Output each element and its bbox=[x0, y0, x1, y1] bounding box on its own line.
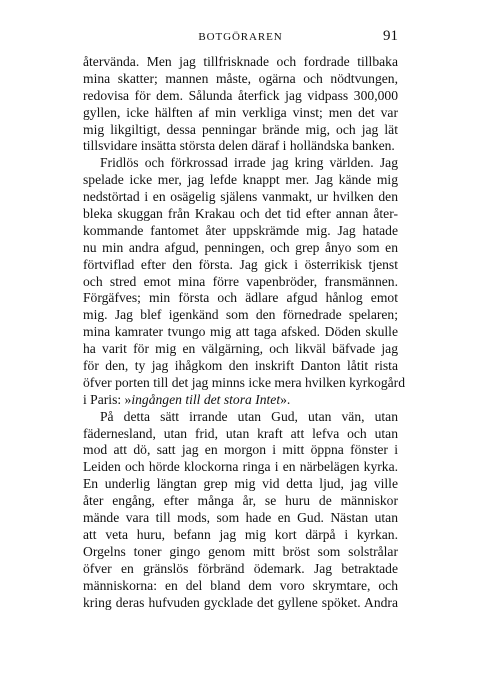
text-line: mina skatter; mannen måste, ogärna och nödtvungen, bbox=[83, 70, 398, 86]
text-line: människorna: en del bland dem voro skrymtare, och bbox=[83, 577, 398, 593]
text-line: mod att dö, satt jag en morgon i mitt öppna fönster i bbox=[83, 442, 398, 458]
text-line: och stred emot mina förre vapenbröder, fransmännen. bbox=[83, 273, 398, 289]
text-line: fädernesland, utan frid, utan kraft att lefva och utan bbox=[83, 425, 398, 441]
text-line: Fridlös och förkrossad irrade jag kring världen. Jag bbox=[100, 155, 398, 171]
text-line: kommande fantomet åter uppskrämde mig. Jag hatade bbox=[83, 222, 398, 238]
text-line: mina kamrater tvungo mig att taga afsked. Döden skulle bbox=[83, 324, 398, 340]
text-line: mig. Jag blef igenkänd som den förnedrade spelaren; bbox=[83, 307, 398, 323]
text-line: gyllen, icke hälften af min verkliga vinst; men det var bbox=[83, 104, 398, 120]
text-line: för den, ty jag ihågkom den inskrift Danton låtit rista bbox=[83, 358, 398, 374]
page-header bbox=[83, 29, 398, 47]
text-line: bleka skuggan från Krakau och det tid efter annan åter- bbox=[83, 206, 398, 222]
body-text bbox=[83, 54, 406, 611]
text-line: nu min andra afgud, penningen, och grep ånyo som en bbox=[83, 239, 398, 255]
text-line: Leiden och hörde klockorna ringa i en närbelägen kyrka. bbox=[83, 459, 398, 475]
text-line: förtviflad efter den första. Jag gick i österrikisk tjenst bbox=[83, 256, 398, 272]
text-line: Orgelns toner gingo genom mitt bröst som solstrålar bbox=[83, 543, 398, 559]
text-line: åter engång, efter många år, se huru de människor bbox=[83, 493, 398, 509]
text-line: ha varit för mig en välgärning, och likväl bäfvade jag bbox=[83, 341, 398, 357]
text-line: På detta sätt irrande utan Gud, utan vän, utan bbox=[100, 408, 398, 424]
text-line: mände vara till mods, som hade en Gud. Nästan utan bbox=[83, 510, 398, 526]
text-line: En underlig längtan grep mig vid detta ljud, jag ville bbox=[83, 476, 398, 492]
text-line: Förgäfves; min första och ädlare afgud hånlog emot bbox=[83, 290, 398, 306]
text-line: att veta huru, befann jag mig kort därpå i kyrkan. bbox=[83, 526, 398, 542]
text-line: redovisa för dem. Sålunda återfick jag vidpass 300,000 bbox=[83, 87, 398, 103]
text-line: återvända. Men jag tillfrisknade och fordrade tillbaka bbox=[83, 54, 398, 69]
running-head: BOTGÖRAREN bbox=[198, 31, 283, 43]
text-line: nedstörtad i en osägelig själens vanmakt, ur hvilken den bbox=[83, 189, 398, 205]
text-line: öfver en gränslös förbränd ödemark. Jag betraktade bbox=[83, 560, 398, 576]
text-line: tillsvidare insätta största delen däraf i holländska banken. bbox=[83, 138, 395, 154]
page-number: 91 bbox=[383, 28, 398, 44]
text-line: i Paris: »ingången till det stora Intet». bbox=[83, 391, 291, 407]
text-line: mig likgiltigt, dessa penningar brände mig, och jag lät bbox=[83, 121, 398, 137]
text-line: kring deras hufvuden gycklade det gyllene spöket. Andra bbox=[83, 594, 398, 610]
text-line: spelade icke mer, jag lefde knappt mer. Jag kände mig bbox=[83, 172, 398, 188]
text-line: öfver porten till det jag minns icke mera hvilken kyrkogård bbox=[83, 374, 406, 390]
